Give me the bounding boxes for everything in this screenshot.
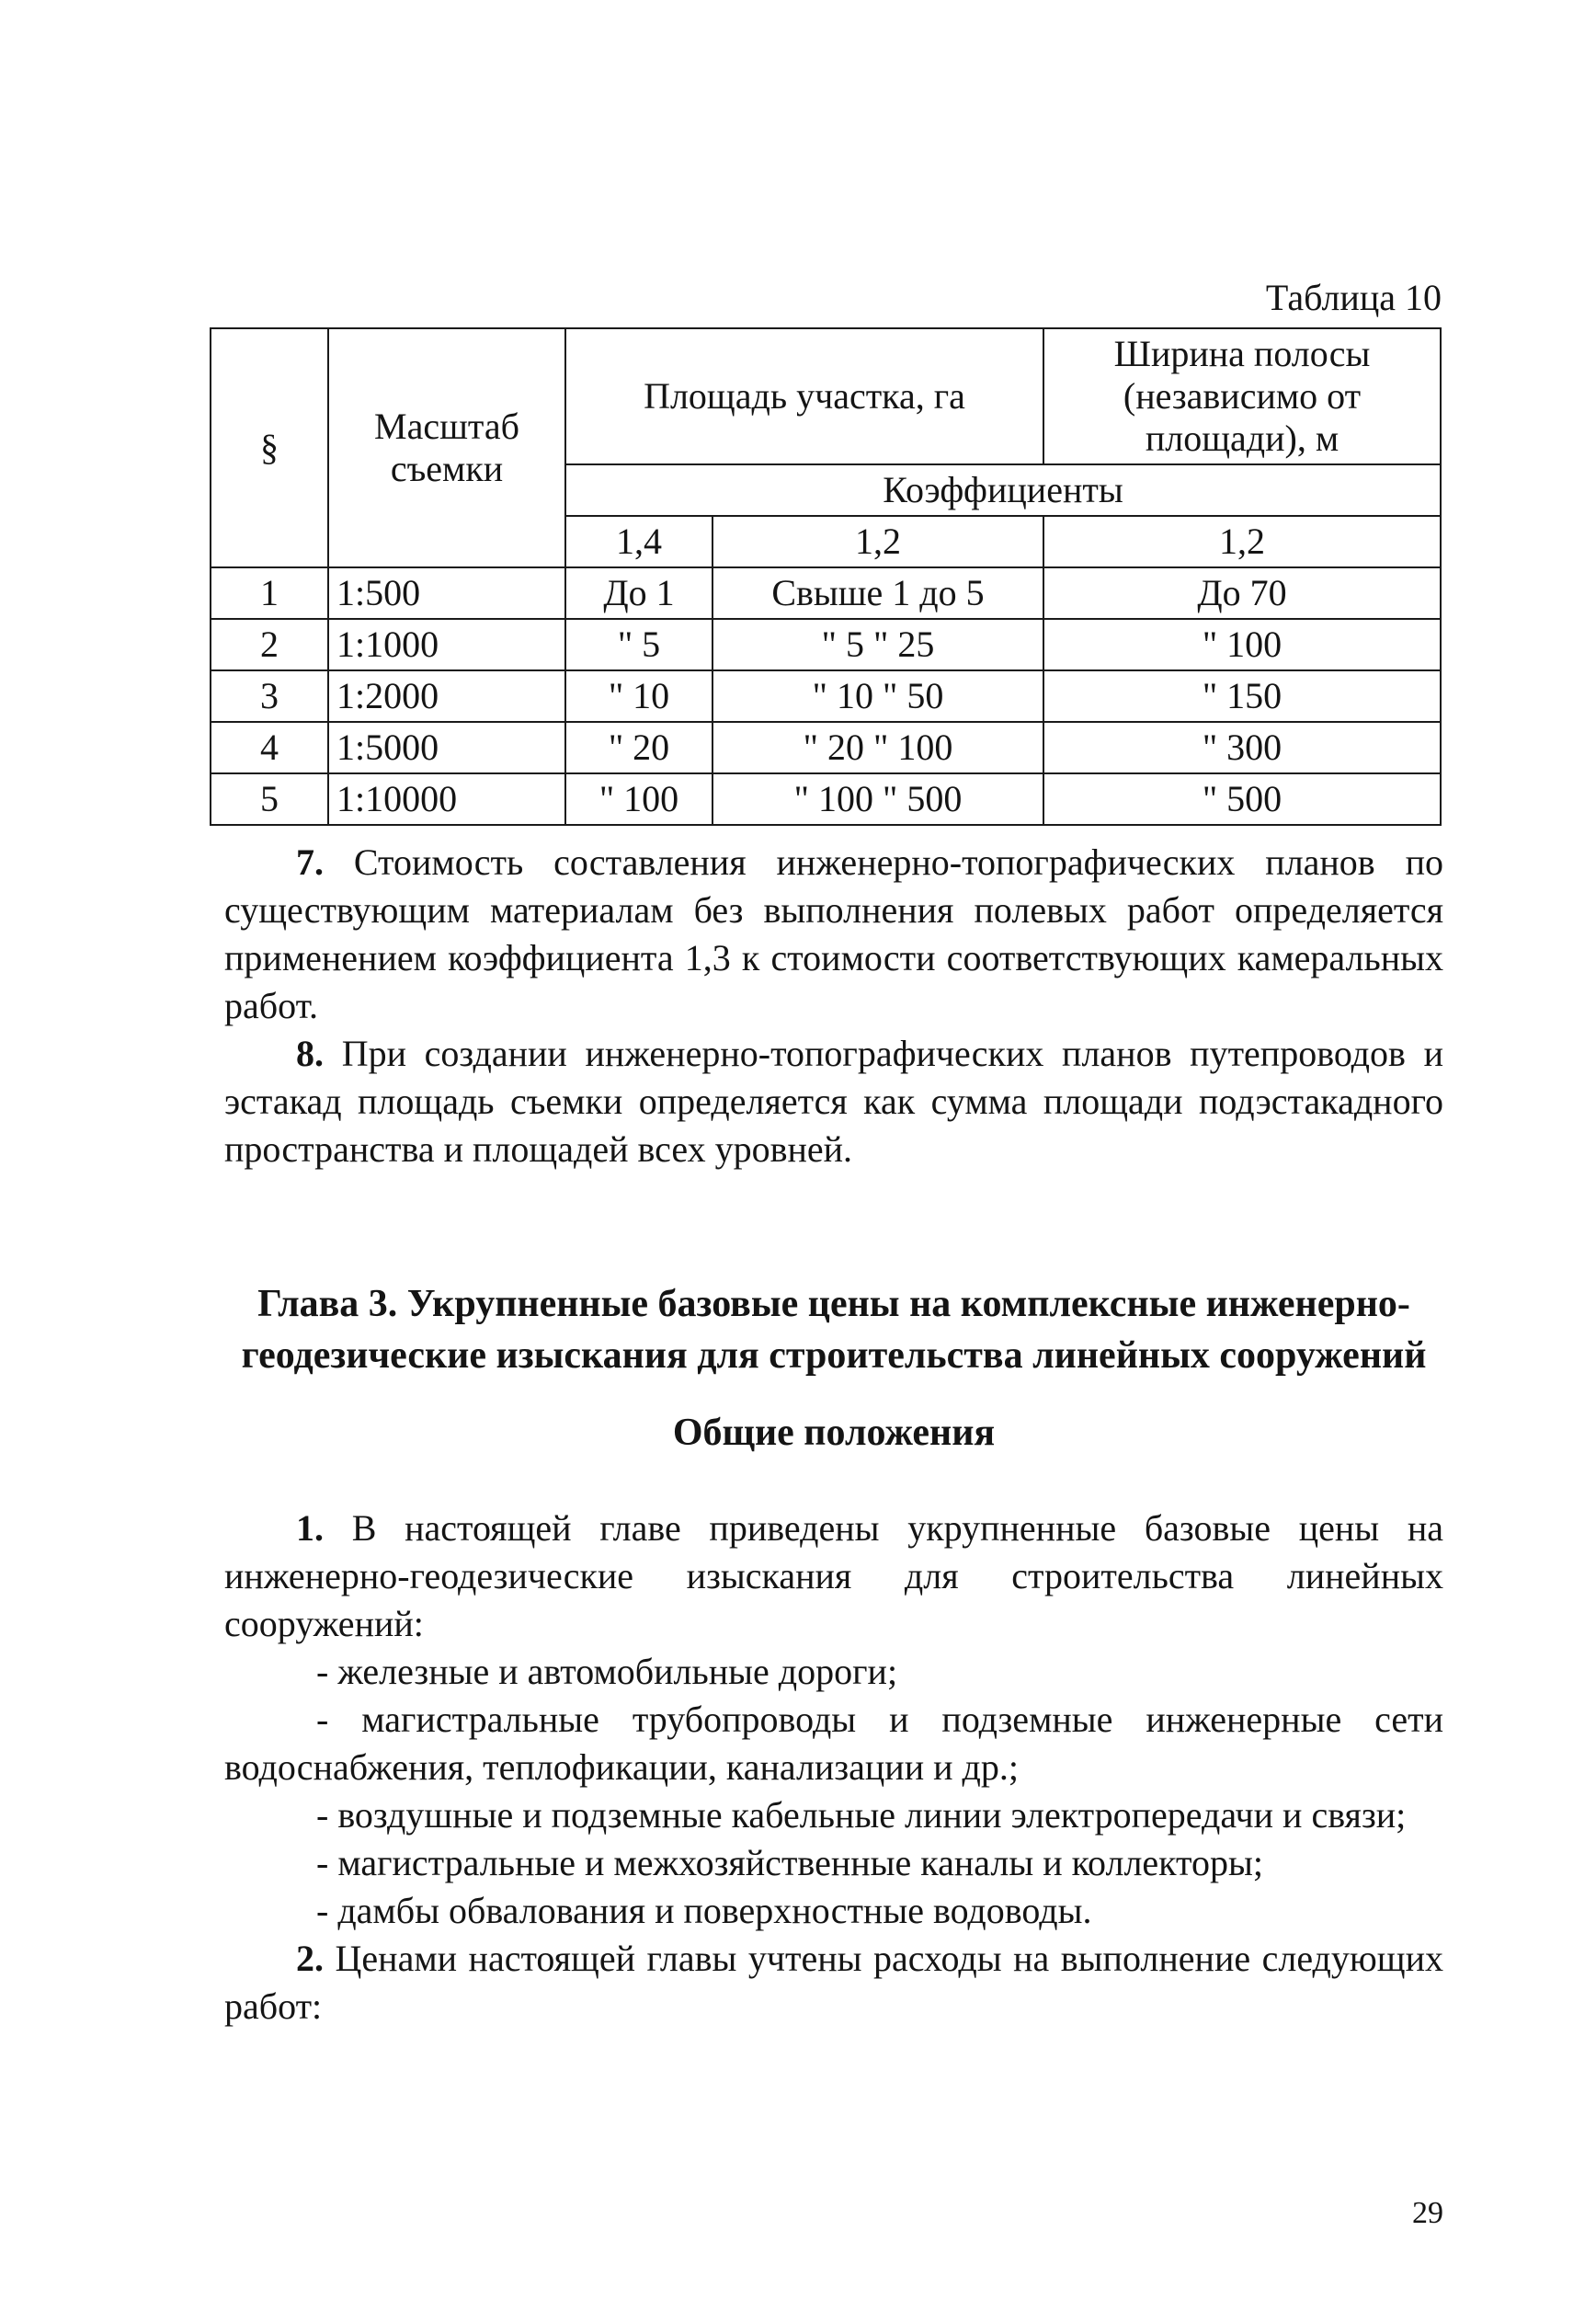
table-caption: Таблица 10 xyxy=(1265,277,1442,318)
row-number: 1 xyxy=(211,567,328,619)
row-strip-width: " 150 xyxy=(1043,670,1441,722)
header-coef-1: 1,4 xyxy=(565,516,712,567)
row-scale: 1:5000 xyxy=(328,722,565,773)
list-item: - магистральные и межхозяйственные каналы и коллекторы; xyxy=(316,1842,1263,1883)
row-number: 4 xyxy=(211,722,328,773)
row-scale: 1:2000 xyxy=(328,670,565,722)
row-scale: 1:10000 xyxy=(328,773,565,825)
paragraph-7 xyxy=(224,839,1443,1030)
paragraph-number: 8. xyxy=(296,1033,324,1074)
paragraph-1 xyxy=(224,1504,1443,1648)
row-area-14: " 5 xyxy=(565,619,712,670)
row-strip-width: " 500 xyxy=(1043,773,1441,825)
paragraph-text: Ценами настоящей главы учтены расходы на выполнение следующих работ: xyxy=(224,1938,1443,2027)
page-number: 29 xyxy=(1412,2196,1443,2230)
row-number: 3 xyxy=(211,670,328,722)
row-area-12: " 5 " 25 xyxy=(712,619,1043,670)
paragraph-number: 2. xyxy=(296,1938,324,1979)
general-provisions-block xyxy=(224,1504,1443,2031)
row-area-14: " 10 xyxy=(565,670,712,722)
header-coefficients: Коэффициенты xyxy=(565,464,1441,516)
table-row xyxy=(211,567,1441,619)
chapter-title: Глава 3. Укрупненные базовые цены на комплексные инженерно-геодезические изыскания для строительства линейных сооружений xyxy=(241,1283,1427,1377)
row-number: 5 xyxy=(211,773,328,825)
paragraph-8 xyxy=(224,1030,1443,1173)
table-row xyxy=(211,722,1441,773)
header-area: Площадь участка, га xyxy=(565,328,1043,464)
row-area-14: " 100 xyxy=(565,773,712,825)
row-scale: 1:1000 xyxy=(328,619,565,670)
row-strip-width: До 70 xyxy=(1043,567,1441,619)
paragraph-number: 1. xyxy=(296,1507,324,1549)
header-coef-2: 1,2 xyxy=(712,516,1043,567)
row-area-12: " 20 " 100 xyxy=(712,722,1043,773)
row-strip-width: " 300 xyxy=(1043,722,1441,773)
table-row xyxy=(211,619,1441,670)
paragraph-number: 7. xyxy=(296,841,324,883)
header-coef-3: 1,2 xyxy=(1043,516,1441,567)
table-row xyxy=(211,773,1441,825)
coefficient-table xyxy=(210,327,1442,826)
header-section-sign: § xyxy=(211,328,328,567)
list-item: - магистральные трубопроводы и подземные инженерные сети водоснабжения, теплофикации, канализации и др.; xyxy=(224,1699,1443,1788)
row-area-14: До 1 xyxy=(565,567,712,619)
paragraph-2 xyxy=(224,1935,1443,2031)
row-area-12: " 100 " 500 xyxy=(712,773,1043,825)
row-area-12: " 10 " 50 xyxy=(712,670,1043,722)
list-item: - дамбы обвалования и поверхностные водоводы. xyxy=(316,1890,1092,1931)
header-strip-width: Ширина полосы (независимо от площади), м xyxy=(1043,328,1441,464)
list-item: - железные и автомобильные дороги; xyxy=(316,1651,898,1692)
row-scale: 1:500 xyxy=(328,567,565,619)
row-area-14: " 20 xyxy=(565,722,712,773)
list-item: - воздушные и подземные кабельные линии электропередачи и связи; xyxy=(316,1794,1407,1836)
row-number: 2 xyxy=(211,619,328,670)
table-row xyxy=(211,670,1441,722)
section-title: Общие положения xyxy=(672,1412,996,1454)
paragraph-text: В настоящей главе приведены укрупненные базовые цены на инженерно-геодезические изыскания для строительства линейных сооружений: xyxy=(224,1507,1444,1644)
header-scale: Масштаб съемки xyxy=(328,328,565,567)
row-area-12: Свыше 1 до 5 xyxy=(712,567,1043,619)
paragraph-text: При создании инженерно-топографических планов путепроводов и эстакад площадь съемки определяется как сумма площади подэстакадного пространства и площадей всех уровней. xyxy=(224,1033,1443,1170)
paragraph-text: Стоимость составления инженерно-топографических планов по существующим материалам без выполнения полевых работ определяется применением коэффициента 1,3 к стоимости соответствующих камеральных работ. xyxy=(224,841,1444,1026)
paragraphs-block xyxy=(224,839,1443,1173)
row-strip-width: " 100 xyxy=(1043,619,1441,670)
